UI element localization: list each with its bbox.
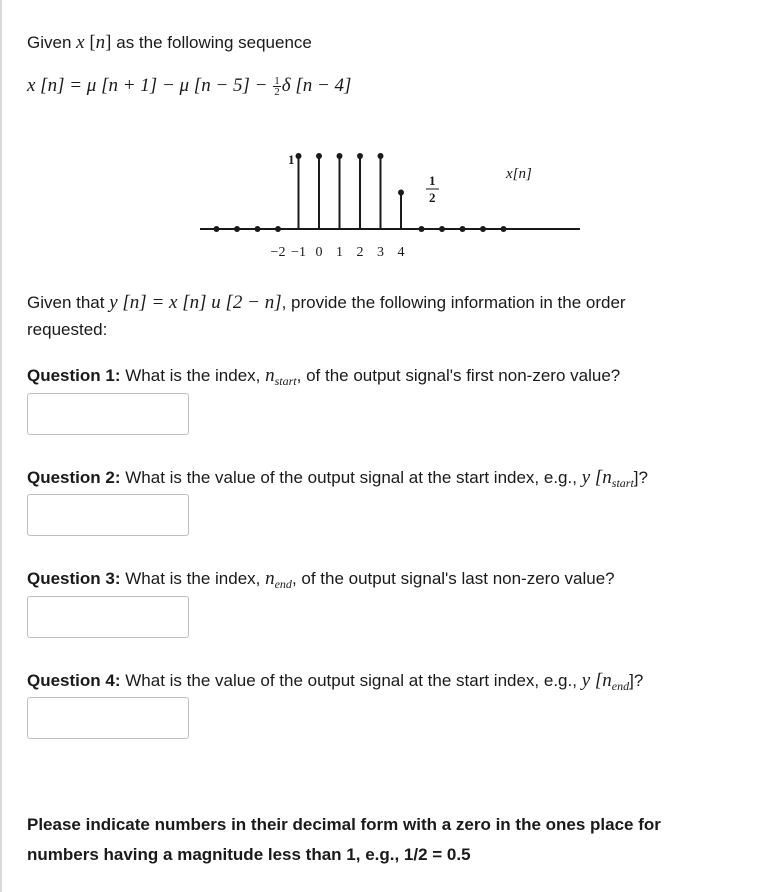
stem-tick-label: 1 — [336, 245, 343, 260]
question-2-answer-input[interactable] — [27, 494, 189, 536]
question-2-text-end: ]? — [633, 468, 648, 487]
question-4-variable: y [$n_{end}$ — [581, 670, 630, 693]
question-1-label: Question 1: — [27, 366, 121, 385]
decimal-format-note — [27, 810, 661, 870]
stem-zero-sample — [275, 226, 281, 232]
intro-x-symbol: x [n] — [76, 32, 112, 53]
given-that-line2: requested: — [27, 320, 108, 339]
question-2-text: What is the value of the output signal at the start index, e.g., — [125, 468, 577, 487]
stem-plot-half-num: 1 — [429, 173, 436, 188]
definition-delta-term: δ [n − 4] — [281, 75, 352, 96]
question-3 — [27, 565, 615, 594]
definition-half-fraction: $\frac{1}{2}$ — [274, 75, 280, 99]
given-that-formula: y [n] = x [n] u [2 − n] — [109, 292, 282, 313]
question-2 — [27, 464, 648, 493]
note-line-1: Please indicate numbers in their decimal form with a zero in the ones place for — [27, 815, 661, 834]
stem-tick-label: 4 — [397, 245, 405, 260]
stem-tick-label: 2 — [356, 245, 364, 260]
intro-line — [27, 29, 312, 56]
note-line-2: numbers having a magnitude less than 1, e.g., 1/2 = 0.5 — [27, 845, 471, 864]
given-that-prefix: Given that — [27, 293, 105, 312]
stem-zero-sample — [234, 226, 240, 232]
question-1-variable: $n_{start}$ — [265, 365, 297, 388]
question-1-text-end: , of the output signal's first non-zero value? — [296, 366, 621, 385]
stem-head-n4 — [398, 190, 404, 196]
stem-plot-peak-label: 1 — [288, 152, 295, 167]
stem-head-n3 — [378, 153, 384, 159]
question-1-answer-input[interactable] — [27, 393, 189, 435]
given-that-suffix: , provide the following information in the order — [281, 293, 626, 312]
stem-zero-sample — [214, 226, 220, 232]
question-4-text: What is the value of the output signal at the start index, e.g., — [125, 671, 577, 690]
stem-head-n-1 — [296, 153, 302, 159]
stem-plot-signal-label: x[n] — [506, 166, 532, 182]
intro-given: Given — [27, 33, 72, 52]
stem-tick-label: 3 — [377, 245, 384, 260]
stem-zero-sample — [501, 226, 507, 232]
question-1-text: What is the index, — [125, 366, 261, 385]
question-4-label: Question 4: — [27, 671, 121, 690]
stem-zero-sample — [419, 226, 425, 232]
intro-tail: as the following sequence — [116, 33, 312, 52]
stem-tick-label: 0 — [315, 245, 323, 260]
stem-zero-sample — [439, 226, 445, 232]
stem-head-n2 — [357, 153, 363, 159]
question-3-text-end: , of the output signal's last non-zero value? — [291, 569, 615, 588]
given-that-paragraph — [27, 289, 747, 343]
stem-plot-samples — [214, 153, 507, 232]
question-3-text: What is the index, — [125, 569, 261, 588]
question-2-label: Question 2: — [27, 468, 121, 487]
question-1 — [27, 362, 620, 391]
question-2-variable: y [$n_{start}$ — [581, 467, 634, 490]
question-4 — [27, 667, 643, 696]
question-3-answer-input[interactable] — [27, 596, 189, 638]
page-left-border — [0, 0, 2, 892]
stem-zero-sample — [480, 226, 486, 232]
stem-zero-sample — [255, 226, 261, 232]
definition-step-terms: μ [n + 1] − μ [n − 5] − — [86, 75, 268, 96]
question-4-text-end: ]? — [629, 671, 644, 690]
question-3-label: Question 3: — [27, 569, 121, 588]
stem-head-n1 — [337, 153, 343, 159]
stem-plot-half-den: 2 — [429, 190, 436, 205]
stem-plot — [195, 150, 585, 270]
stem-head-n0 — [316, 153, 322, 159]
stem-tick-label: −2 — [270, 245, 286, 260]
stem-tick-label: −1 — [291, 245, 306, 260]
question-4-answer-input[interactable] — [27, 697, 189, 739]
question-3-variable: $n_{end}$ — [265, 568, 292, 591]
sequence-definition — [27, 72, 351, 99]
stem-zero-sample — [460, 226, 466, 232]
stem-plot-tick-labels — [271, 245, 405, 260]
definition-lhs: x [n] = — [27, 75, 83, 96]
